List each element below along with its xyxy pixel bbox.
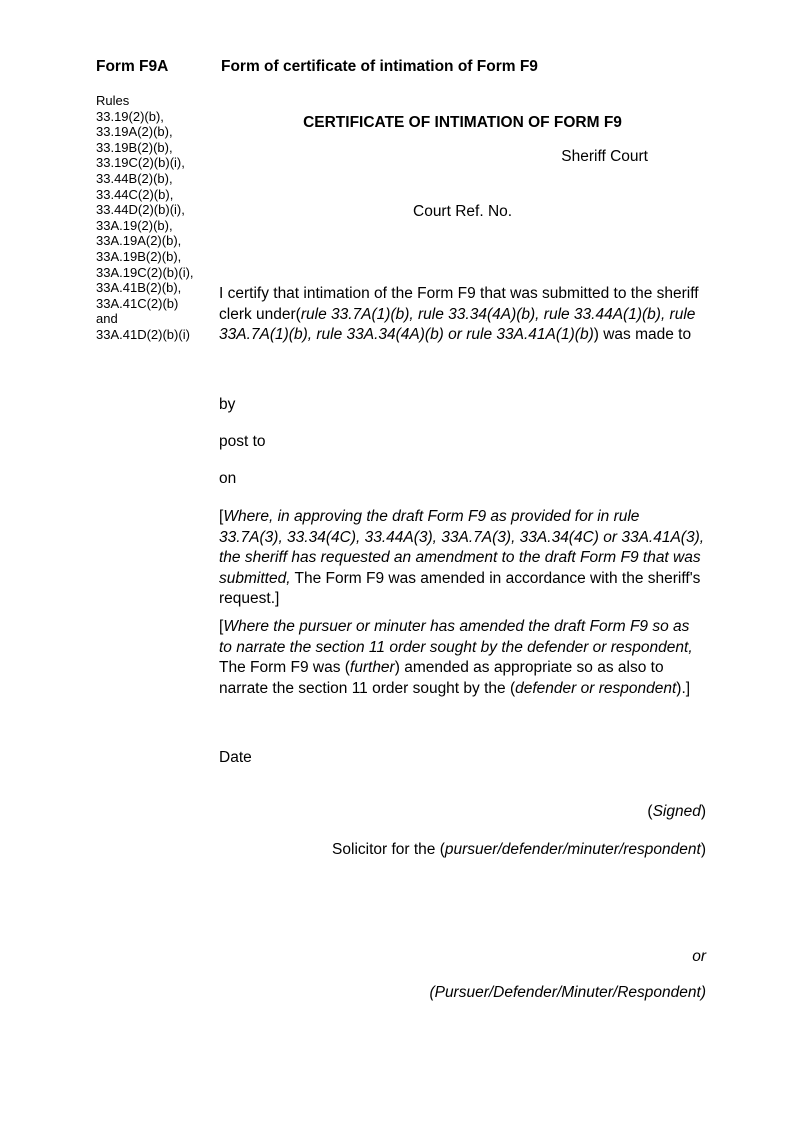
rule-item: 33A.41C(2)(b) <box>96 295 179 311</box>
section11-roman-text: The Form F9 was ( <box>219 659 350 676</box>
on-label: on <box>219 470 237 487</box>
rule-item: 33A.19B(2)(b), <box>96 248 182 264</box>
amendment-section11-paragraph <box>219 617 706 699</box>
amendment-sheriff-roman-text: The Form F9 was amended in accordance with the sheriff's request.] <box>219 569 701 607</box>
rule-item: 33A.41B(2)(b), <box>96 280 182 296</box>
open-bracket: [ <box>219 618 224 635</box>
rule-item: 33.44C(2)(b), <box>96 186 174 202</box>
sheriff-court-label: Sheriff Court <box>561 148 648 165</box>
amendment-sheriff-italic-text: Where, in approving the draft Form F9 as provided for in rule 33.7A(3), 33.34(4C), 33.44A(3), 33A.7A(3), 33A.34(4C) or 33A.41A(3), the sheriff has requested an amendment to the draft Form F9 that was submitted, <box>219 508 705 587</box>
form-header <box>96 57 538 78</box>
rule-item: 33.19C(2)(b)(i), <box>96 155 185 171</box>
section11-roman-text: ).] <box>676 679 691 697</box>
party-signature-line: (Pursuer/Defender/Minuter/Respondent) <box>429 984 706 1001</box>
or-label: or <box>692 948 706 965</box>
certify-paragraph <box>219 284 706 346</box>
rule-item: 33.19B(2)(b), <box>96 139 173 155</box>
amendment-sheriff-paragraph <box>219 507 706 610</box>
rule-item: 33.19(2)(b), <box>96 108 164 124</box>
post-to-label: post to <box>219 433 266 450</box>
form-number: Form F9A <box>96 58 169 75</box>
form-title: Form of certificate of intimation of Form F9 <box>221 58 538 75</box>
solicitor-line <box>219 840 706 861</box>
section11-italic-text: Where the pursuer or minuter has amended the draft Form F9 so as to narrate the section 11 order sought by the defender or respondent, <box>219 618 693 656</box>
defender-respondent-italic-text: defender or respondent <box>515 679 677 697</box>
open-bracket: [ <box>219 508 224 525</box>
signed-line <box>219 802 706 823</box>
solicitor-lead-text: Solicitor for the ( <box>332 841 445 858</box>
further-italic-text: further <box>349 659 395 676</box>
certificate-title: CERTIFICATE OF INTIMATION OF FORM F9 <box>303 114 622 131</box>
section11-roman-text: ) amended as appropriate so as also to narrate the section 11 order sought by the ( <box>219 659 664 697</box>
solicitor-parties-italic-text: pursuer/defender/minuter/respondent <box>444 841 701 858</box>
rule-item: and <box>96 311 118 327</box>
rule-item: 33A.19(2)(b), <box>96 217 173 233</box>
by-label: by <box>219 396 236 413</box>
rule-item: 33.44B(2)(b), <box>96 170 173 186</box>
paren-close: ) <box>700 841 706 858</box>
court-ref-label: Court Ref. No. <box>413 203 513 220</box>
rule-item: 33A.19C(2)(b)(i), <box>96 264 194 280</box>
paren-close: ) <box>700 803 706 820</box>
rule-item: 33A.41D(2)(b)(i) <box>96 326 190 342</box>
certify-tail-text: ) was made to <box>593 326 692 343</box>
margin-rules-list <box>96 93 216 343</box>
rules-label: Rules <box>96 93 130 108</box>
rule-item: 33.44D(2)(b)(i), <box>96 202 185 218</box>
date-label: Date <box>219 749 252 766</box>
paren-open: ( <box>647 803 653 820</box>
rule-item: 33.19A(2)(b), <box>96 124 173 140</box>
certify-lead-text: I certify that intimation of the Form F9 that was submitted to the sheriff clerk under( <box>219 285 699 323</box>
certify-rules-italic-text: rule 33.7A(1)(b), rule 33.34(4A)(b), rule 33.44A(1)(b), rule 33A.7A(1)(b), rule 33A.34(4A)(b) or rule 33A.41A(1)(b) <box>219 305 696 343</box>
signed-italic-text: Signed <box>652 803 701 820</box>
rule-item: 33A.19A(2)(b), <box>96 233 182 249</box>
